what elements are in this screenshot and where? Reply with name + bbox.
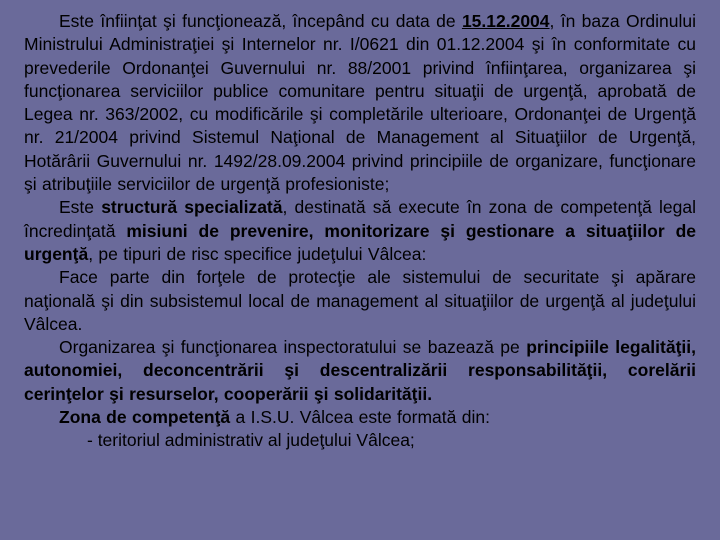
paragraph-competence-zone	[24, 406, 696, 429]
protection-forces-text: Face parte din forţele de protecţie ale sistemului de securitate şi apărare naţională şi din subsistemul local de management al situaţiilor de urgenţă al judeţului Vâlcea.	[24, 267, 696, 334]
competence-zone-text: a I.S.U. Vâlcea este formată din:	[230, 407, 490, 428]
establishment-text-rest: , în baza Ordinului Ministrului Administraţiei şi Internelor nr. I/0621 din 01.12.2004 şi în conformitate cu prevederile Ordonanţei Guvernului nr. 88/2001 privind înfiinţarea, organizarea şi funcţionarea serviciilor publice comunitare pentru situaţii de urgenţă, aprobată de Legea nr. 363/2002, cu modificările şi completările ulterioare, Ordonanţei de Urgenţă nr. 21/2004 privind Sistemul Naţional de Management al Situaţiilor de Urgenţă, Hotărârii Guvernului nr. 1492/28.09.2004 privind principiile de organizare, funcţionare şi atribuţiile serviciilor de urgenţă profesioniste;	[24, 11, 696, 195]
competence-zone-bold: Zona de competenţă	[59, 407, 231, 428]
structure-text-end: , pe tipuri de risc specifice judeţului Vâlcea:	[88, 243, 427, 264]
paragraph-principles	[24, 336, 696, 406]
paragraph-structure	[24, 196, 696, 266]
territory-text: - teritoriul administrativ al judeţului Vâlcea;	[87, 430, 415, 451]
paragraph-protection-forces	[24, 266, 696, 336]
establishment-text-start: Este înfiinţat şi funcţionează, începând cu data de	[59, 11, 462, 31]
paragraph-establishment	[24, 10, 696, 196]
structure-bold-missions: misiuni de prevenire, monitorizare şi gestionare a situaţiilor de urgenţă	[24, 220, 696, 264]
principles-bold-list: principiile legalităţii, autonomiei, deconcentrării şi descentralizării responsabilităţii, corelării cerinţelor şi resurselor, cooperării şi solidarităţii.	[24, 337, 696, 404]
structure-bold-specialized: structură specializată	[101, 197, 283, 218]
principles-text-start: Organizarea şi funcţionarea inspectoratului se bazează pe	[59, 337, 527, 358]
list-item-territory	[24, 429, 696, 452]
structure-text-start: Este	[59, 197, 102, 218]
structure-text-middle: , destinată să execute în zona de competenţă legal încredinţată	[24, 197, 696, 241]
establishment-date: 15.12.2004	[461, 11, 550, 31]
